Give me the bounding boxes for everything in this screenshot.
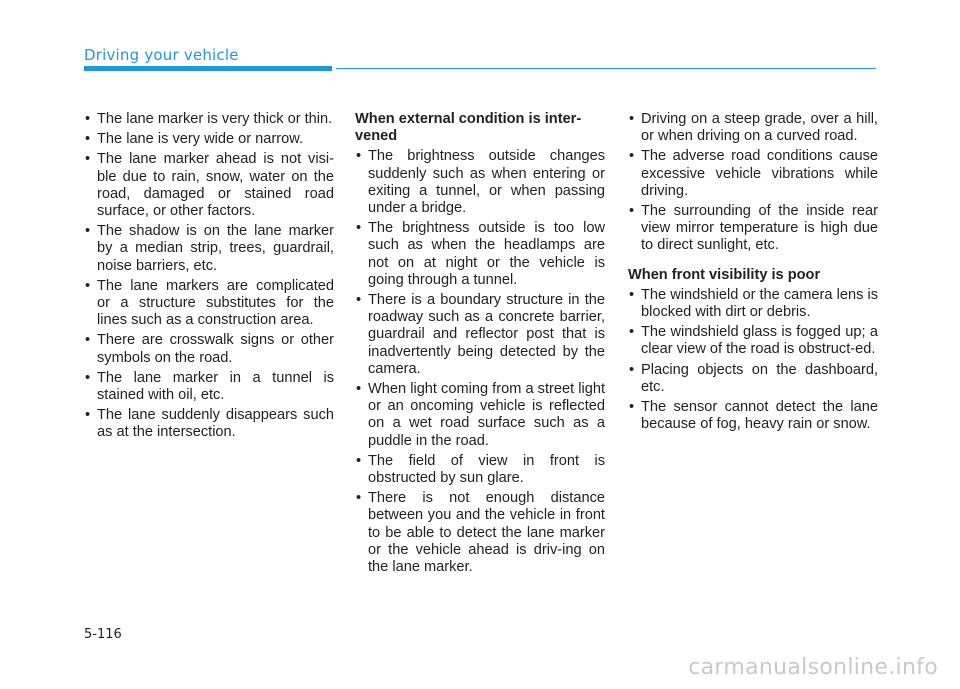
list-item: • There is a boundary structure in the roadway such as a concrete barrier, guardrail and reflector post that is inadvertently being detected by the camera. <box>355 292 605 378</box>
list-item: • The lane marker is very thick or thin. <box>84 111 334 128</box>
driving-condition-list <box>628 111 878 255</box>
section-rule-thick <box>84 66 332 71</box>
page-number: 5-116 <box>84 627 122 642</box>
list-item: • The sensor cannot detect the lane because of fog, heavy rain or snow. <box>628 399 878 433</box>
list-item: • Placing objects on the dashboard, etc. <box>628 362 878 396</box>
list-item: • The field of view in front is obstructed by sun glare. <box>355 453 605 487</box>
front-visibility-list <box>628 287 878 434</box>
list-item: • The brightness outside is too low such as when the headlamps are not on at night or the vehicle is going through a tunnel. <box>355 220 605 289</box>
column-3 <box>628 111 878 436</box>
list-item: • There is not enough distance between you and the vehicle in front to be able to detect the lane marker or the vehicle ahead is driv-ing on the lane marker. <box>355 490 605 576</box>
watermark: carmanualsonline.info <box>688 655 938 680</box>
list-item: • The surrounding of the inside rear view mirror temperature is high due to direct sunlight, etc. <box>628 203 878 255</box>
list-item: • The lane marker ahead is not visi-ble due to rain, snow, water on the road, damaged or stained road surface, or other factors. <box>84 151 334 220</box>
list-item: • The lane markers are complicated or a structure substitutes for the lines such as a construction area. <box>84 278 334 330</box>
section-rule-thin <box>336 68 876 69</box>
list-item: • When light coming from a street light or an oncoming vehicle is reflected on a wet road surface such as a puddle in the road. <box>355 381 605 450</box>
list-item: • The windshield glass is fogged up; a clear view of the road is obstruct-ed. <box>628 324 878 358</box>
list-item: • The lane marker in a tunnel is stained with oil, etc. <box>84 370 334 404</box>
column-1 <box>84 111 334 445</box>
list-item: • The shadow is on the lane marker by a median strip, trees, guardrail, noise barriers, etc. <box>84 223 334 275</box>
list-item: • The adverse road conditions cause excessive vehicle vibrations while driving. <box>628 148 878 200</box>
lane-marker-conditions-list <box>84 111 334 442</box>
list-item: • The brightness outside changes suddenly such as when entering or exiting a tunnel, or when passing under a bridge. <box>355 148 605 217</box>
external-condition-list <box>355 148 605 576</box>
list-item: • Driving on a steep grade, over a hill, or when driving on a curved road. <box>628 111 878 145</box>
list-item: • The lane is very wide or narrow. <box>84 131 334 148</box>
list-item: • The lane suddenly disappears such as at the intersection. <box>84 407 334 441</box>
column-2 <box>355 111 605 579</box>
list-item: • The windshield or the camera lens is blocked with dirt or debris. <box>628 287 878 321</box>
section-title: Driving your vehicle <box>84 46 239 64</box>
front-visibility-heading: When front visibility is poor <box>628 266 821 283</box>
list-item: • There are crosswalk signs or other symbols on the road. <box>84 332 334 366</box>
external-condition-heading: When external condition is inter-vened <box>355 111 582 145</box>
